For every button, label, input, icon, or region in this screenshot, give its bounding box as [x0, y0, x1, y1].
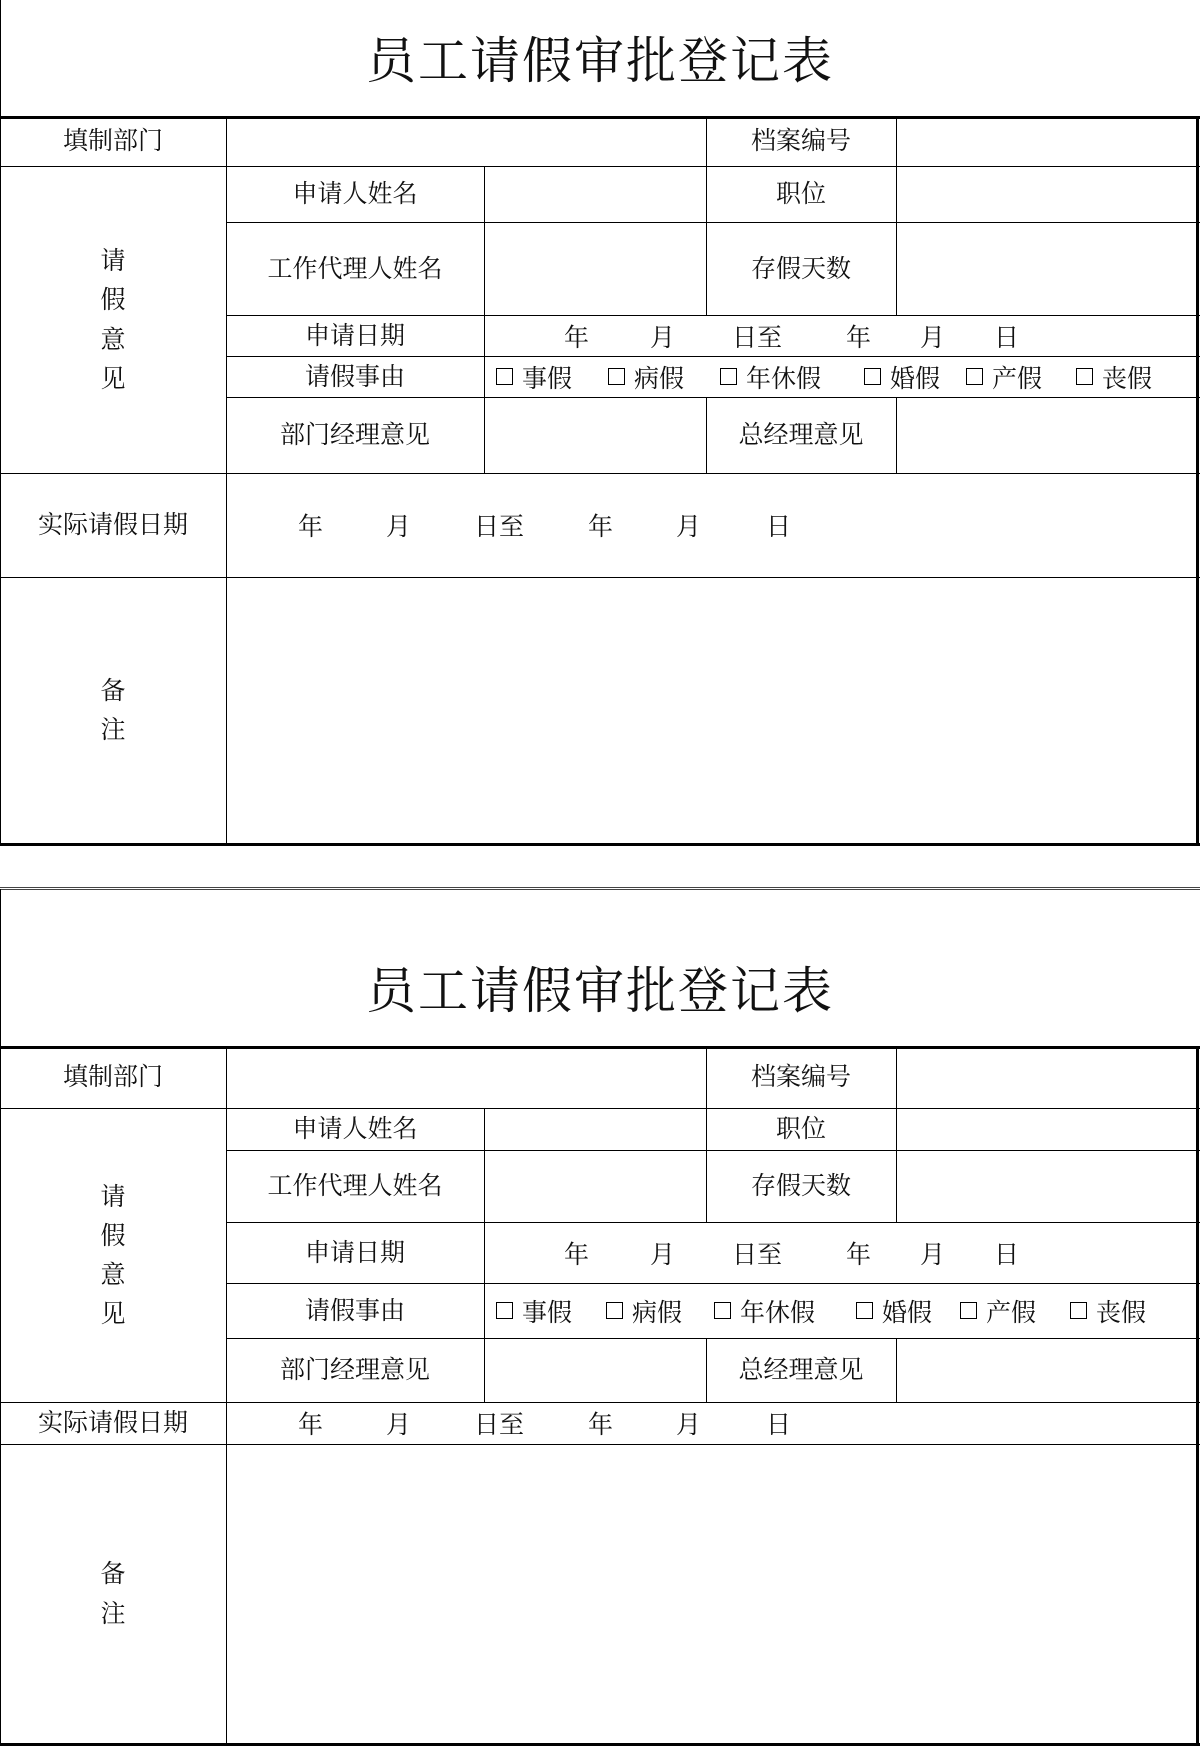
reason-option-annual[interactable]: 年休假 [720, 359, 821, 395]
file-no-value-cell[interactable] [896, 116, 1196, 166]
reason-option-maternity[interactable]: 产假 [960, 1293, 1036, 1329]
checkbox-icon[interactable] [856, 1302, 873, 1319]
day-to-label: 日至 [474, 512, 525, 541]
month-label: 月 [920, 1239, 946, 1269]
dept-label: 填制部门 [62, 126, 163, 156]
apply-date-field[interactable] [484, 1222, 1196, 1283]
remarks-value-cell[interactable] [226, 577, 1196, 843]
apply-date-label: 申请日期 [304, 320, 405, 350]
dept-manager-value-cell[interactable] [484, 397, 706, 473]
leave-opinion-char: 请 [100, 246, 126, 275]
checkbox-icon[interactable] [606, 1302, 623, 1319]
position-value-cell[interactable] [896, 1108, 1196, 1150]
reason-option-personal[interactable]: 事假 [496, 359, 572, 395]
table-right-border [1196, 1046, 1199, 1746]
checkbox-icon[interactable] [966, 368, 983, 385]
reason-options [484, 1283, 1196, 1338]
day-label: 日 [994, 322, 1020, 352]
checkbox-icon[interactable] [960, 1302, 977, 1319]
reason-label: 请假事由 [304, 361, 405, 391]
file-no-label: 档案编号 [750, 126, 851, 156]
leave-opinion-label [0, 1108, 226, 1402]
remarks-char: 备 [100, 675, 126, 705]
form-table [0, 116, 1200, 845]
day-label: 日 [766, 1410, 792, 1439]
remarks-char: 备 [100, 1559, 126, 1589]
day-to-label: 日至 [474, 1410, 525, 1439]
reason-option-marriage[interactable]: 婚假 [856, 1293, 932, 1329]
month-label: 月 [920, 322, 946, 352]
form-table [0, 1046, 1200, 1746]
reason-option-bereavement[interactable]: 丧假 [1076, 359, 1152, 395]
dept-manager-label: 部门经理意见 [279, 420, 430, 450]
leave-opinion-char: 请 [100, 1181, 126, 1211]
gm-value-cell[interactable] [896, 1338, 1196, 1402]
checkbox-icon[interactable] [720, 368, 737, 385]
reason-option-annual[interactable]: 年休假 [714, 1293, 815, 1329]
dept-label: 填制部门 [62, 1062, 163, 1092]
apply-date-field[interactable] [484, 315, 1196, 356]
year-label: 年 [298, 512, 324, 541]
checkbox-icon[interactable] [1070, 1302, 1087, 1319]
dept-value-cell[interactable] [226, 116, 706, 166]
file-no-value-cell[interactable] [896, 1046, 1196, 1108]
agent-value-cell[interactable] [484, 222, 706, 315]
gm-label: 总经理意见 [738, 1355, 864, 1385]
remarks-char: 注 [100, 1598, 126, 1628]
leave-opinion-char: 假 [100, 285, 126, 315]
leave-opinion-char: 见 [100, 1299, 126, 1329]
year-label: 年 [846, 1239, 872, 1269]
leave-opinion-char: 意 [100, 1260, 126, 1289]
leave-form-sheet-2 [0, 889, 1200, 1746]
agent-value-cell[interactable] [484, 1150, 706, 1222]
checkbox-icon[interactable] [496, 368, 513, 385]
saved-days-label: 存假天数 [750, 1171, 851, 1201]
month-label: 月 [676, 1410, 702, 1439]
reason-option-sick[interactable]: 病假 [606, 1293, 682, 1329]
leave-opinion-char: 假 [100, 1220, 126, 1250]
leave-opinion-label [0, 166, 226, 473]
position-label: 职位 [775, 179, 826, 209]
year-label: 年 [564, 322, 590, 352]
dept-manager-label: 部门经理意见 [279, 1355, 430, 1385]
month-label: 月 [386, 512, 412, 541]
year-label: 年 [298, 1410, 324, 1439]
saved-days-value-cell[interactable] [896, 1150, 1196, 1222]
reason-option-personal[interactable]: 事假 [496, 1293, 572, 1329]
leave-opinion-char: 见 [100, 363, 126, 393]
checkbox-icon[interactable] [1076, 368, 1093, 385]
year-label: 年 [588, 512, 614, 541]
year-label: 年 [588, 1410, 614, 1439]
month-label: 月 [386, 1410, 412, 1439]
month-label: 月 [650, 322, 676, 352]
checkbox-icon[interactable] [864, 368, 881, 385]
actual-date-field[interactable] [226, 1402, 1196, 1444]
applicant-value-cell[interactable] [484, 1108, 706, 1150]
applicant-label: 申请人姓名 [292, 179, 418, 209]
applicant-label: 申请人姓名 [292, 1114, 418, 1144]
file-no-label: 档案编号 [750, 1062, 851, 1092]
saved-days-value-cell[interactable] [896, 222, 1196, 315]
day-label: 日 [766, 512, 792, 541]
year-label: 年 [846, 322, 872, 352]
checkbox-icon[interactable] [496, 1302, 513, 1319]
remarks-label [0, 577, 226, 843]
actual-date-label: 实际请假日期 [37, 1408, 188, 1438]
remarks-label [0, 1444, 226, 1743]
remarks-char: 注 [100, 715, 126, 744]
form-title: 员工请假审批登记表 [366, 32, 834, 90]
checkbox-icon[interactable] [714, 1302, 731, 1319]
agent-label: 工作代理人姓名 [267, 1171, 443, 1201]
actual-date-field[interactable] [226, 473, 1196, 577]
table-right-border [1196, 116, 1199, 845]
checkbox-icon[interactable] [608, 368, 625, 385]
form-title: 员工请假审批登记表 [366, 962, 834, 1020]
agent-label: 工作代理人姓名 [267, 253, 443, 283]
month-label: 月 [676, 512, 702, 541]
reason-options [484, 356, 1196, 397]
day-label: 日 [994, 1239, 1020, 1269]
saved-days-label: 存假天数 [750, 253, 851, 283]
reason-option-bereavement[interactable]: 丧假 [1070, 1293, 1146, 1329]
reason-option-sick[interactable]: 病假 [608, 359, 684, 395]
month-label: 月 [650, 1239, 676, 1269]
gm-label: 总经理意见 [738, 420, 864, 450]
day-to-label: 日至 [732, 322, 783, 352]
position-value-cell[interactable] [896, 166, 1196, 222]
leave-opinion-char: 意 [100, 324, 126, 354]
year-label: 年 [564, 1239, 590, 1269]
actual-date-label: 实际请假日期 [37, 510, 188, 540]
position-label: 职位 [775, 1114, 826, 1144]
dept-value-cell[interactable] [226, 1046, 706, 1108]
reason-option-maternity[interactable]: 产假 [966, 359, 1042, 395]
table-bottom-border [0, 843, 1200, 846]
dept-manager-value-cell[interactable] [484, 1338, 706, 1402]
leave-form-sheet-1 [0, 0, 1200, 845]
applicant-value-cell[interactable] [484, 166, 706, 222]
remarks-value-cell[interactable] [226, 1444, 1196, 1743]
reason-label: 请假事由 [304, 1295, 405, 1325]
day-to-label: 日至 [732, 1239, 783, 1269]
apply-date-label: 申请日期 [304, 1237, 405, 1267]
reason-option-marriage[interactable]: 婚假 [864, 359, 940, 395]
gm-value-cell[interactable] [896, 397, 1196, 473]
